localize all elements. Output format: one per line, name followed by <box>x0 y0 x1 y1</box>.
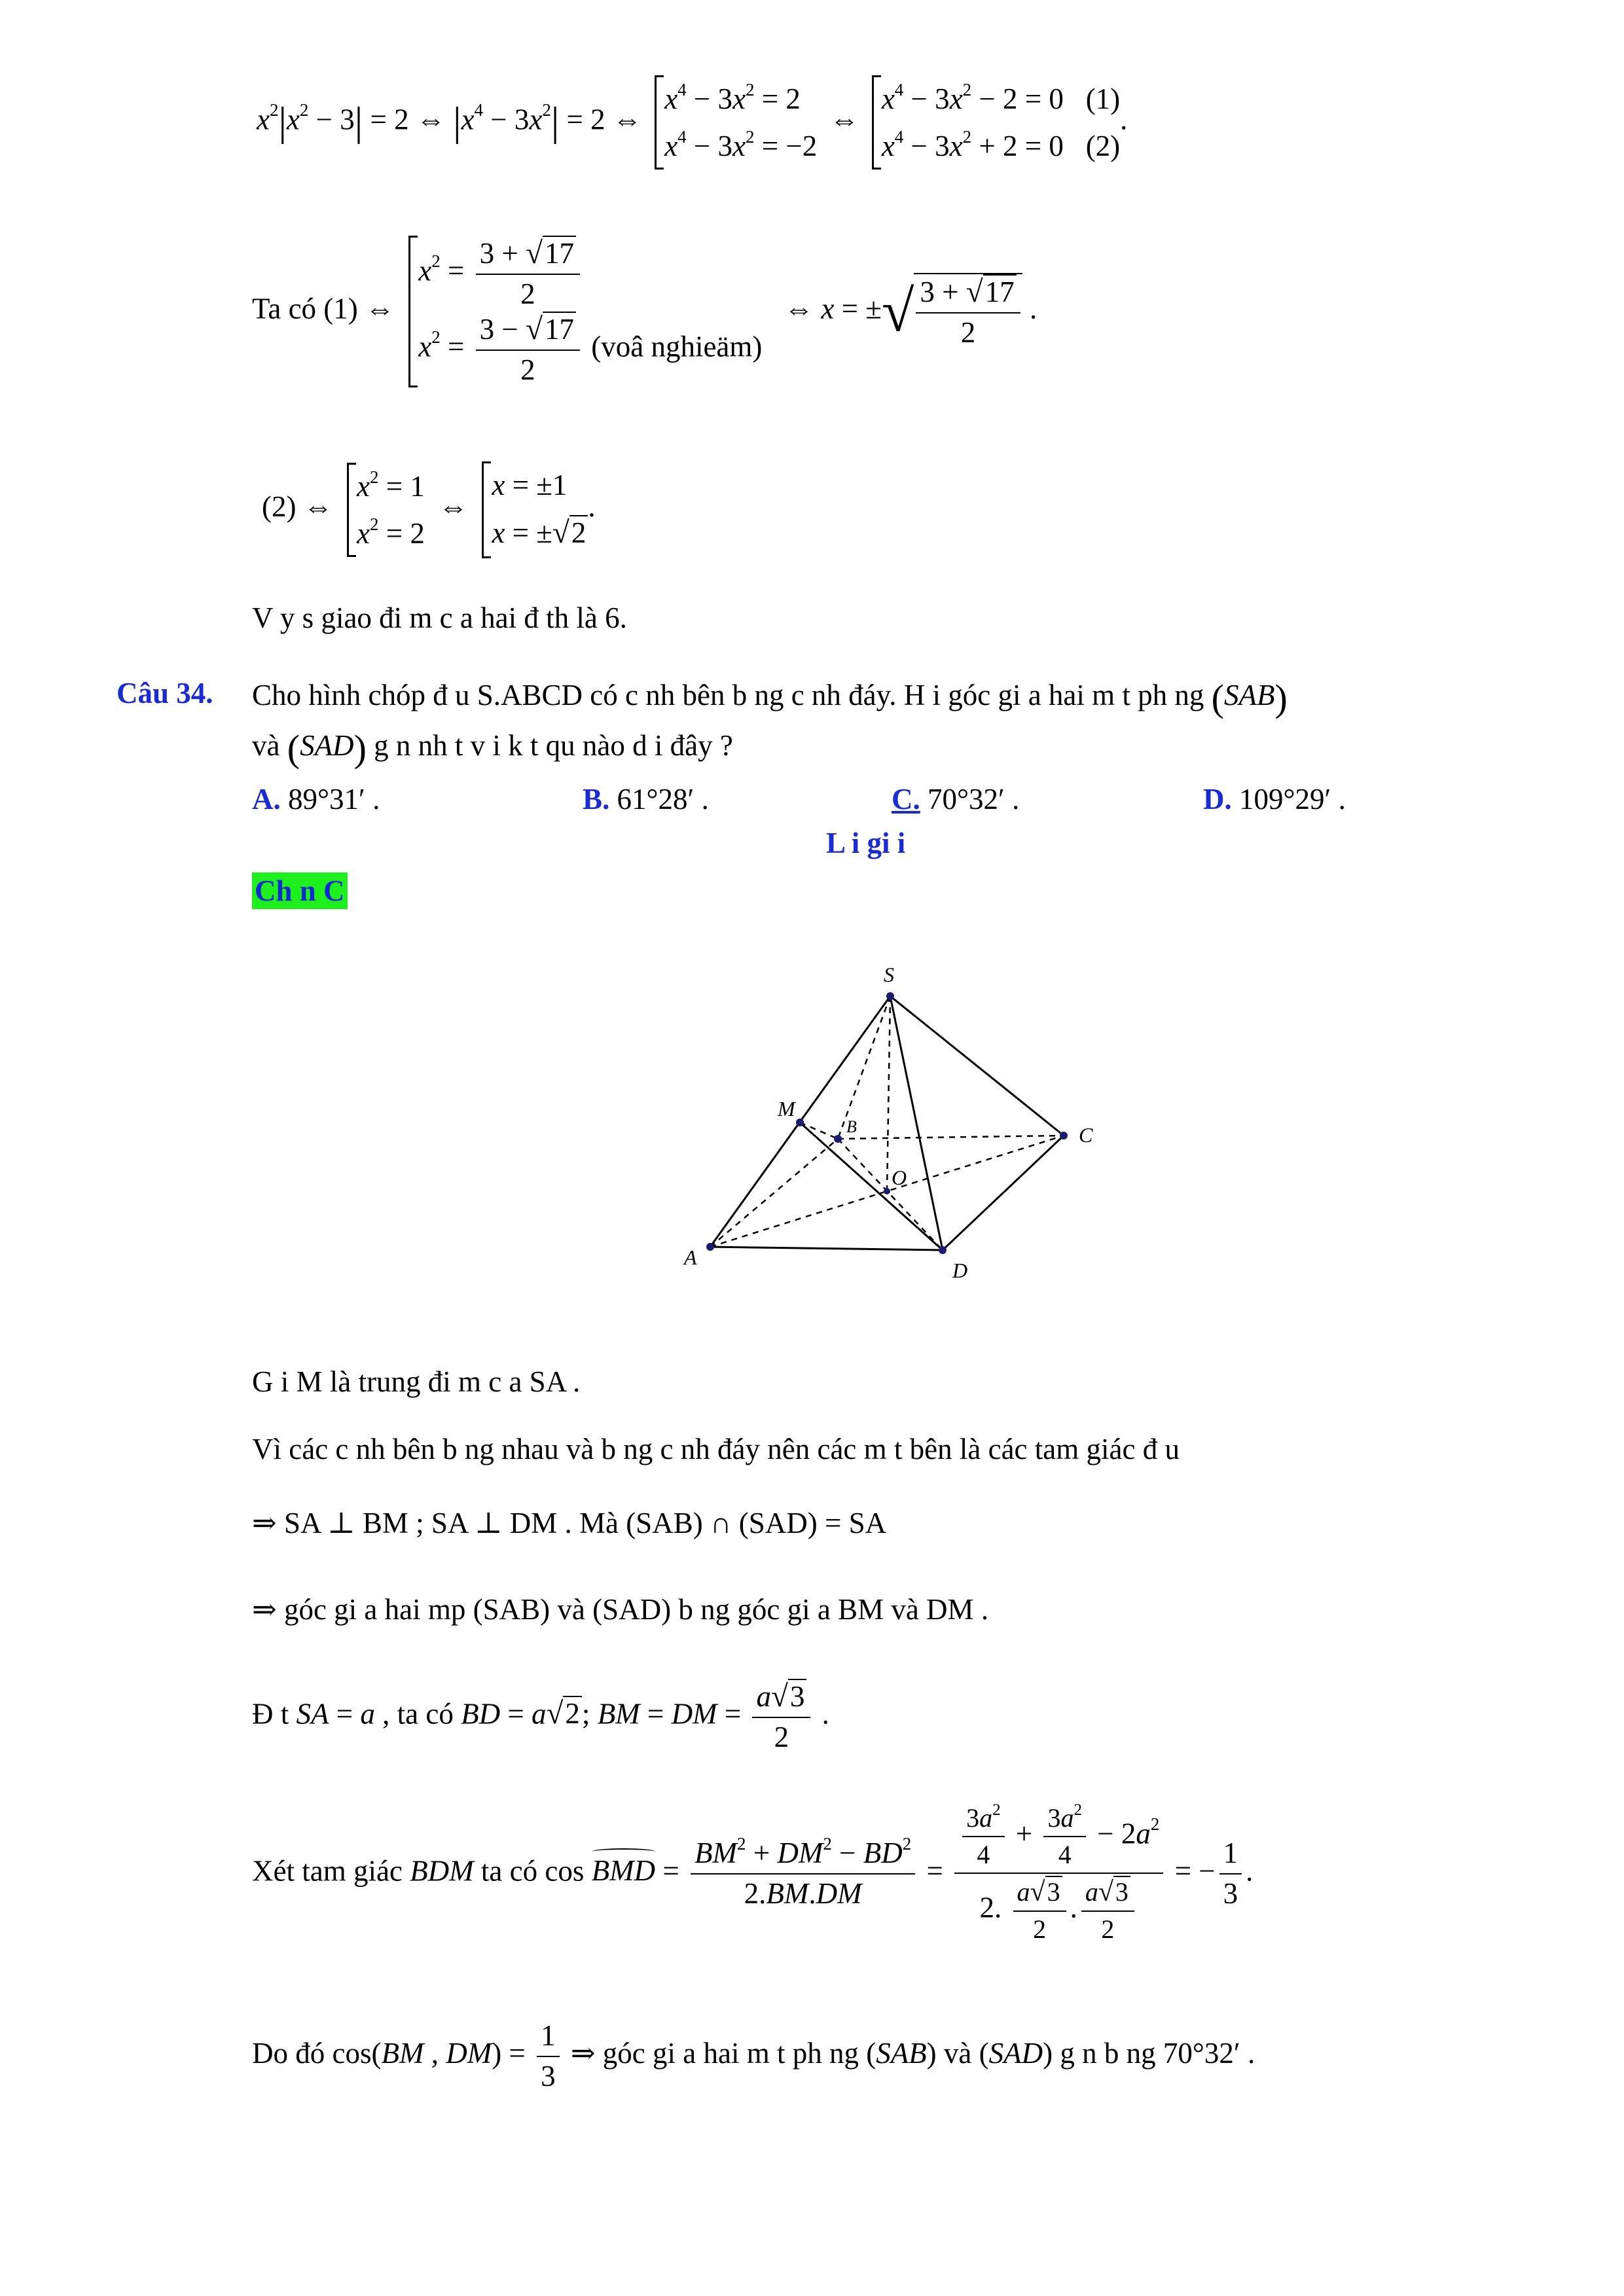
segment-sd-hidden <box>890 996 943 1250</box>
edge-dc <box>943 1136 1064 1250</box>
question-number: Câu 34. <box>117 677 213 709</box>
option-b: B. 61°28′ . <box>583 783 709 816</box>
solution-heading: L i gi i <box>826 827 906 859</box>
option-d: D. 109°29′ . <box>1203 783 1346 816</box>
equation-line-2: (2) ⇔ $x^2 = 1$ $x^2 = 2$ ⇔ x = ±1 x = ±√2 . <box>262 461 596 558</box>
label-c: C <box>1079 1123 1093 1147</box>
segment-so <box>887 996 890 1191</box>
point-b <box>834 1135 842 1143</box>
label-a: A <box>684 1246 697 1269</box>
prev-conclusion: V y s giao đi m c a hai đ th là 6. <box>252 601 627 634</box>
diag-bd <box>838 1139 943 1250</box>
solution-step-3: ⇒ SA ⊥ BM ; SA ⊥ DM . Mà (SAB) ∩ (SAD) = SA <box>252 1507 887 1539</box>
question-text-line1: Cho hình chóp đ u S.ABCD có c nh bên b ng c nh đáy. H i góc gi a hai m t ph ng (SAB) <box>252 677 1288 719</box>
equation-line-ta-co: Ta có (1) ⇔ $x^2$ = $\frac{3 + √17}{2}$ $x^2$ = $\frac{3 - √17}{2}$ (voâ nghieäm) ⇔ x = ±√ $\frac{3 + √17}{2}$ . <box>252 236 1038 387</box>
edge-ab <box>710 1139 838 1247</box>
point-c <box>1060 1132 1068 1139</box>
point-d <box>939 1246 947 1254</box>
point-o <box>884 1188 890 1194</box>
point-s <box>886 992 894 1000</box>
solution-step-7: Do đó cos(BM , DM) = $\frac{1}{3}$ ⇒ góc gi a hai m t ph ng (SAB) và (SAD) g n b ng 70°32′ . <box>252 2019 1255 2092</box>
no-solution-note: (voâ nghieäm) <box>591 330 763 363</box>
eq-label-2: (2) <box>1085 130 1121 162</box>
solution-step-4: ⇒ góc gi a hai mp (SAB) và (SAD) b ng góc gi a BM và DM . <box>252 1593 989 1626</box>
solution-step-1: G i M là trung đi m c a SA . <box>252 1365 581 1398</box>
label-b: B <box>846 1117 857 1136</box>
edge-sb <box>838 996 890 1139</box>
ta-co-label: Ta có <box>252 292 317 325</box>
edge-ad <box>710 1247 943 1250</box>
solution-step-6: Xét tam giác BDM ta có cos BMD = $\frac{BM^2 + DM^2 - BD^2}{2.BM.DM}$ = $\frac{3a^2}{4}$ + $\frac{3a^2}{4}$ − $2a^2$ 2. $\frac{a√3}{2}$ . $\frac{a√3}{2}$ = − $\frac{1}{3}$ . <box>252 1801 1254 1945</box>
label-o: O <box>892 1166 907 1189</box>
edge-bc <box>838 1136 1064 1139</box>
label-s: S <box>884 963 894 986</box>
point-a <box>706 1243 714 1251</box>
equation-line-1: $x^2|x^2 - 3| = 2$ ⇔ $|x^4 - 3x^2| = 2$ ⇔ $x^4 - 3x^2 = 2$ $x^4 - 3x^2 = -2$ ⇔ $x^4 - 3x^2 - 2 = 0$ (1) $x^4 - 3x^2 + 2 = 0$ (2) . <box>257 75 1127 170</box>
answer-choice: Ch n C <box>252 872 348 909</box>
option-a: A. 89°31′ . <box>252 783 380 816</box>
edge-sc <box>890 996 1064 1136</box>
solution-step-2: Vì các c nh bên b ng nhau và b ng c nh đáy nên các m t bên là các tam giác đ u <box>252 1433 1180 1465</box>
option-c: C. 70°32′ . <box>892 783 1020 816</box>
solution-step-5: Đ t SA = a , ta có BD = a√2; BM = DM = $\frac{a√3}{2}$ . <box>252 1679 829 1754</box>
pyramid-figure <box>655 956 1126 1283</box>
question-text-line2: và (SAD) g n nh t v i k t qu nào d i đây ? <box>252 727 733 770</box>
eq-label-1: (1) <box>1085 82 1121 115</box>
label-m: M <box>778 1097 795 1121</box>
point-m <box>796 1119 804 1126</box>
label-d: D <box>952 1259 968 1282</box>
segment-mb <box>800 1122 838 1139</box>
